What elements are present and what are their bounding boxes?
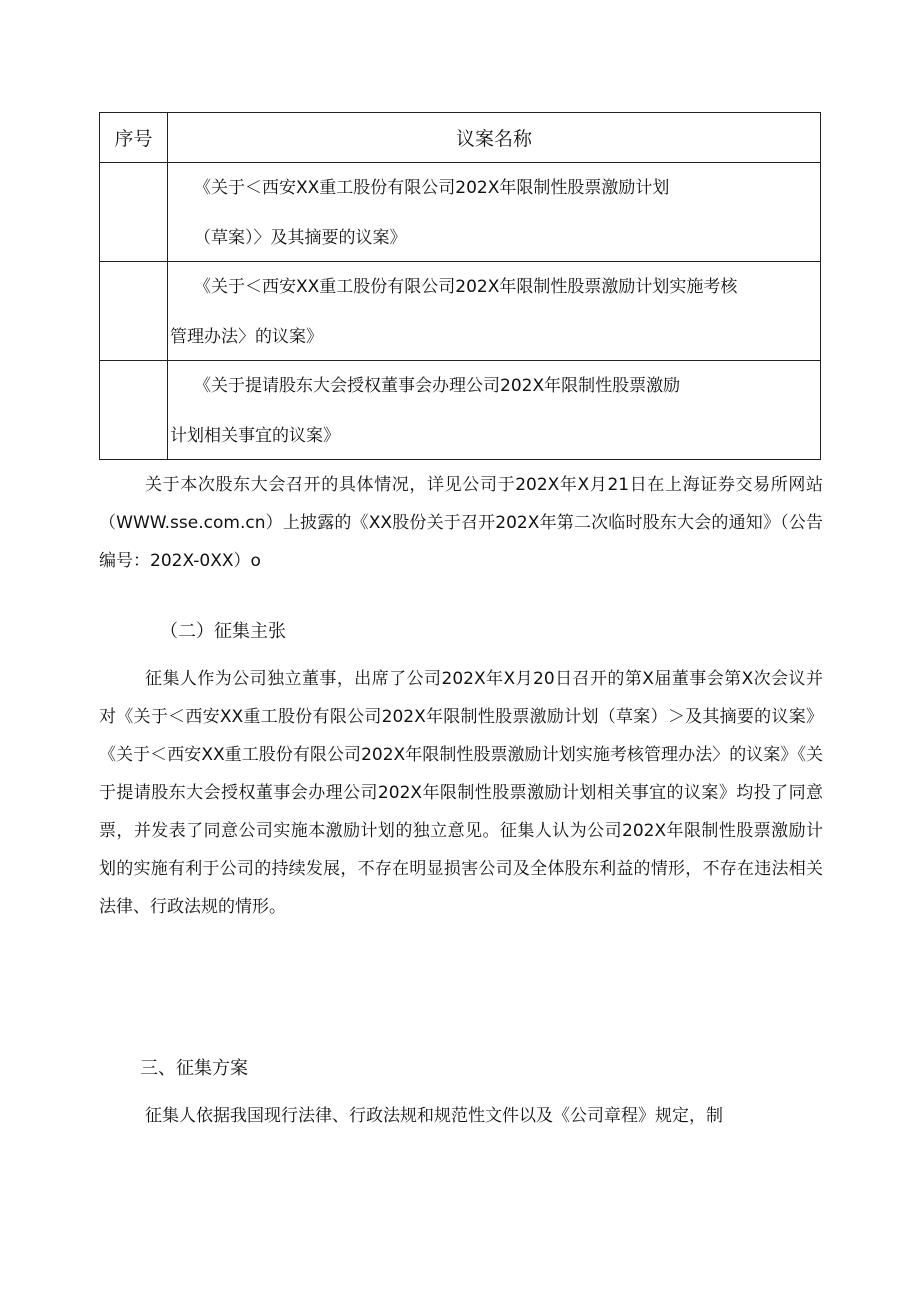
table-row: [100, 163, 821, 262]
section-2-heading: （二）征集主张: [160, 621, 286, 642]
motion-line-2: 计划相关事宜的议案》: [170, 426, 340, 446]
section-3-body: 征集人依据我国现行法律、行政法规和规范性文件以及《公司章程》规定，制: [145, 1106, 723, 1126]
row-motion-name: [168, 163, 821, 262]
row-number: [100, 361, 168, 460]
section-3-heading: 三、征集方案: [140, 1058, 248, 1079]
table-row: [100, 262, 821, 361]
header-number: 序号: [100, 113, 168, 163]
motion-line-2: （草案）〉及其摘要的议案》: [194, 228, 407, 248]
motion-line-1: 《关于＜西安XX重工股份有限公司202X年限制性股票激励计划: [194, 178, 670, 198]
meeting-info-paragraph: 关于本次股东大会召开的具体情况，详见公司于202X年X月21日在上海证券交易所网站（WWW.sse.com.cn）上披露的《XX股份关于召开202X年第二次临时股东大会的通知》（公告编号：202X-0XX）o: [99, 475, 823, 571]
row-motion-name: [168, 262, 821, 361]
header-motion-name: 议案名称: [168, 113, 821, 163]
table-row: [100, 361, 821, 460]
table-header-row: [100, 113, 821, 163]
motion-line-1: 《关于提请股东大会授权董事会办理公司202X年限制性股票激励: [194, 376, 681, 396]
row-motion-name: [168, 361, 821, 460]
motion-line-2: 管理办法〉的议案》: [170, 327, 323, 347]
motions-table: [99, 112, 821, 460]
row-number: [100, 262, 168, 361]
motion-line-1: 《关于＜西安XX重工股份有限公司202X年限制性股票激励计划实施考核: [194, 277, 738, 297]
row-number: [100, 163, 168, 262]
section-2-body: 征集人作为公司独立董事，出席了公司202X年X月20日召开的第X届董事会第X次会议并对《关于＜西安XX重工股份有限公司202X年限制性股票激励计划（草案）＞及其摘要的议案》《关于＜西安XX重工股份有限公司202X年限制性股票激励计划实施考核管理办法〉的议案》《关于提请股东大会授权董事会办理公司202X年限制性股票激励计划相关事宜的议案》均投了同意票，并发表了同意公司实施本激励计划的独立意见。征集人认为公司202X年限制性股票激励计划的实施有利于公司的持续发展，不存在明显损害公司及全体股东利益的情形，不存在违法相关法律、行政法规的情形。: [99, 669, 823, 917]
